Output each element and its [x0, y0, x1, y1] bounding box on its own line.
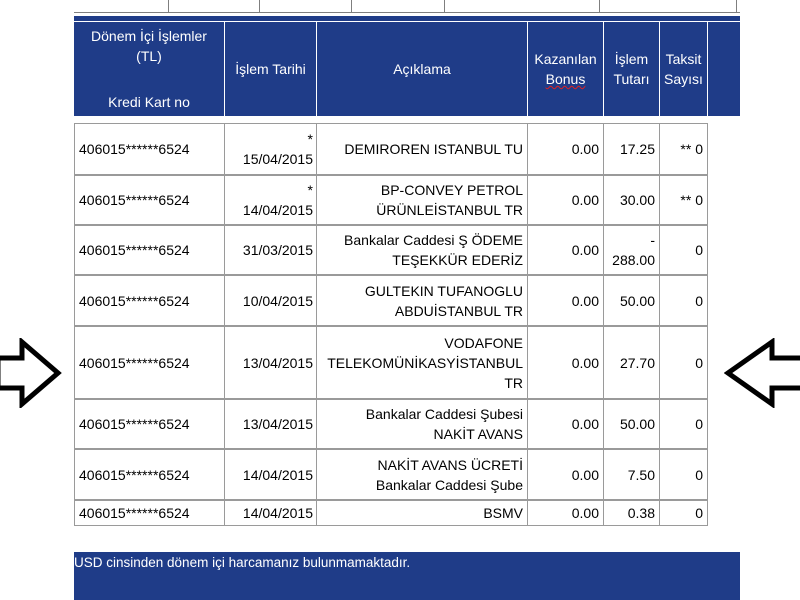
arrow-right-icon — [0, 338, 62, 408]
bonus-cell: 0.00 — [527, 500, 604, 526]
description-cell — [316, 175, 528, 225]
description-header-label: Açıklama — [393, 61, 451, 77]
column-header-card — [74, 22, 225, 116]
date-marker: * — [307, 131, 313, 147]
column-header-description — [317, 22, 528, 116]
description-line2: Bankalar Caddesi Şube — [375, 476, 523, 493]
table-row — [74, 225, 740, 275]
bonus-cell: 0.00 — [527, 399, 604, 449]
bonus-cell: 0.00 — [527, 449, 604, 500]
bonus-header-line1: Kazanılan — [534, 51, 597, 67]
bonus-cell: 0.00 — [527, 123, 604, 175]
date-value: 15/04/2015 — [242, 151, 313, 167]
date-value: 31/03/2015 — [242, 242, 313, 258]
bonus-header-line2: Bonus — [545, 71, 586, 87]
amount-cell — [603, 449, 660, 500]
amount-value: 7.50 — [627, 466, 655, 483]
description-line1: BP-CONVEY PETROL — [380, 182, 523, 198]
table-row — [74, 449, 740, 500]
description-cell — [316, 399, 528, 449]
installments-cell: 0 — [659, 500, 708, 526]
amount-value: 50.00 — [619, 416, 655, 432]
description-line2: NAKİT AVANS — [433, 426, 523, 442]
date-cell — [224, 326, 317, 399]
amount-value: 27.70 — [619, 354, 655, 371]
table-header — [74, 22, 740, 116]
card-number-cell: 406015******6524 — [74, 175, 225, 225]
card-number-cell: 406015******6524 — [74, 500, 225, 526]
date-cell — [224, 175, 317, 225]
bonus-cell: 0.00 — [527, 175, 604, 225]
column-header-amount — [604, 22, 660, 116]
usd-footer-banner — [74, 552, 740, 600]
date-value: 14/04/2015 — [242, 505, 313, 521]
table-row — [74, 399, 740, 449]
description-cell — [316, 123, 528, 175]
table-row — [74, 123, 740, 175]
date-cell — [224, 123, 317, 175]
amount-cell — [603, 225, 660, 275]
description-line1: BSMV — [483, 505, 523, 521]
description-line2: ÜRÜNLEİSTANBUL TR — [376, 202, 523, 218]
date-marker: * — [307, 182, 313, 198]
header-band — [74, 16, 740, 21]
date-cell — [224, 500, 317, 526]
card-number-cell: 406015******6524 — [74, 123, 225, 175]
amount-header-line2: Tutarı — [613, 71, 650, 87]
amount-value: 288.00 — [612, 252, 655, 268]
bonus-cell: 0.00 — [527, 225, 604, 275]
description-line1: Bankalar Caddesi Şubesi — [365, 406, 523, 422]
date-value: 14/04/2015 — [242, 466, 313, 483]
description-cell — [316, 275, 528, 326]
date-cell — [224, 275, 317, 326]
amount-value: 50.00 — [619, 292, 655, 309]
bonus-cell: 0.00 — [527, 275, 604, 326]
card-header-line3: Kredi Kart no — [108, 94, 190, 110]
column-header-bonus — [528, 22, 604, 116]
table-row — [74, 175, 740, 225]
column-header-installments — [660, 22, 708, 116]
description-cell — [316, 225, 528, 275]
card-number-cell: 406015******6524 — [74, 399, 225, 449]
installments-cell: 0 — [659, 449, 708, 500]
description-cell — [316, 500, 528, 526]
amount-value: 30.00 — [619, 192, 655, 208]
table-row — [74, 500, 740, 526]
amount-header-line1: İşlem — [614, 51, 649, 67]
installments-cell: ** 0 — [659, 123, 708, 175]
date-cell — [224, 449, 317, 500]
table-row — [74, 275, 740, 326]
description-line1: NAKİT AVANS ÜCRETİ — [377, 456, 523, 473]
amount-cell — [603, 175, 660, 225]
installments-cell: 0 — [659, 399, 708, 449]
amount-cell — [603, 275, 660, 326]
card-number-cell: 406015******6524 — [74, 326, 225, 399]
date-value: 13/04/2015 — [242, 416, 313, 432]
description-line1: GULTEKIN TUFANOGLU — [364, 282, 523, 299]
amount-cell — [603, 123, 660, 175]
date-value: 13/04/2015 — [242, 354, 313, 371]
amount-cell — [603, 399, 660, 449]
description-line2: TELEKOMÜNİKASYİSTANBUL — [327, 354, 523, 371]
description-cell — [316, 326, 528, 399]
installments-cell: 0 — [659, 225, 708, 275]
installments-cell: ** 0 — [659, 175, 708, 225]
date-header-label: İşlem Tarihi — [235, 61, 306, 77]
description-line2: ABDUİSTANBUL TR — [394, 302, 523, 319]
description-line1: Bankalar Caddesi Ş ÖDEME — [344, 232, 523, 248]
column-header-date — [225, 22, 317, 116]
description-line1: VODAFONE — [444, 334, 523, 351]
date-value: 14/04/2015 — [242, 202, 313, 218]
card-number-cell: 406015******6524 — [74, 225, 225, 275]
date-value: 10/04/2015 — [242, 292, 313, 309]
amount-value: 0.38 — [627, 505, 655, 521]
amount-cell — [603, 326, 660, 399]
card-header-line2: (TL) — [136, 48, 162, 64]
installments-header-line2: Sayısı — [664, 71, 703, 87]
table-row — [74, 326, 740, 399]
card-number-cell: 406015******6524 — [74, 275, 225, 326]
description-line2: TEŞEKKÜR EDERİZ — [392, 252, 523, 268]
table-top-rule — [74, 0, 740, 13]
installments-cell: 0 — [659, 275, 708, 326]
description-line3: TR — [504, 374, 523, 391]
card-header-line1: Dönem İçi İşlemler — [91, 28, 207, 44]
installments-cell: 0 — [659, 326, 708, 399]
bonus-cell: 0.00 — [527, 326, 604, 399]
amount-sign: - — [650, 232, 655, 248]
arrow-left-icon — [724, 338, 800, 408]
card-number-cell: 406015******6524 — [74, 449, 225, 500]
amount-cell — [603, 500, 660, 526]
usd-footer-note: USD cinsinden dönem içi harcamanız bulunmamaktadır. — [74, 555, 411, 570]
date-cell — [224, 399, 317, 449]
description-line1: DEMIROREN ISTANBUL TU — [344, 141, 523, 157]
amount-value: 17.25 — [619, 141, 655, 157]
installments-header-line1: Taksit — [665, 51, 702, 67]
date-cell — [224, 225, 317, 275]
description-cell — [316, 449, 528, 500]
